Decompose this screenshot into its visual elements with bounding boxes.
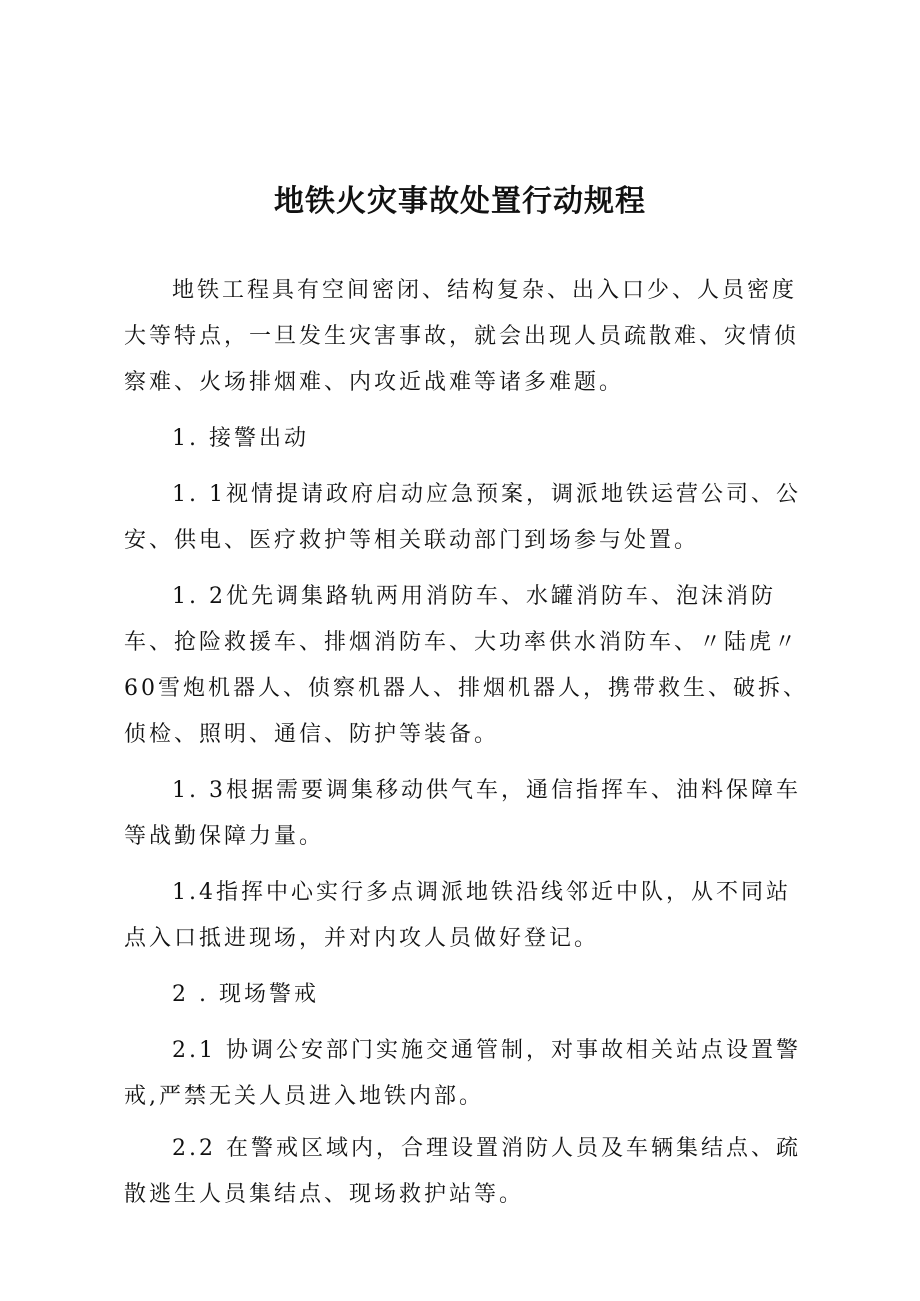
clause-2-1: 2.1 协调公安部门实施交通管制，对事故相关站点设置警戒,严禁无关人员进入地铁内部。: [124, 1038, 801, 1109]
intro-paragraph: 地铁工程具有空间密闭、结构复杂、出入口少、人员密度大等特点，一旦发生灾害事故，就会出现人员疏散难、灾情侦察难、火场排烟难、内攻近战难等诸多难题。: [124, 278, 800, 395]
clause-1-2: 1. 2优先调集路轨两用消防车、水罐消防车、泡沫消防车、抢险救援车、排烟消防车、大功率供水消防车、〃陆虎〃60雪炮机器人、侦察机器人、排烟机器人，携带救生、破拆、侦检、照明、通信、防护等装备。: [124, 584, 808, 747]
clause-1-1: 1. 1视情提请政府启动应急预案，调派地铁运营公司、公安、供电、医疗救护等相关联动部门到场参与处置。: [124, 482, 801, 553]
clause-1-4: 1.4指挥中心实行多点调派地铁沿线邻近中队，从不同站点入口抵进现场，并对内攻人员做好登记。: [124, 880, 791, 951]
section-heading-2: 2 . 现场警戒: [172, 982, 319, 1007]
clause-2-2: 2.2 在警戒区域内，合理设置消防人员及车辆集结点、疏散逃生人员集结点、现场救护站等。: [124, 1136, 801, 1207]
document-body: [124, 268, 814, 1218]
document-title: 地铁火灾事故处置行动规程: [274, 184, 646, 219]
section-heading-1: 1. 接警出动: [172, 426, 309, 451]
clause-1-3: 1. 3根据需要调集移动供气车，通信指挥车、油料保障车等战勤保障力量。: [124, 778, 801, 849]
